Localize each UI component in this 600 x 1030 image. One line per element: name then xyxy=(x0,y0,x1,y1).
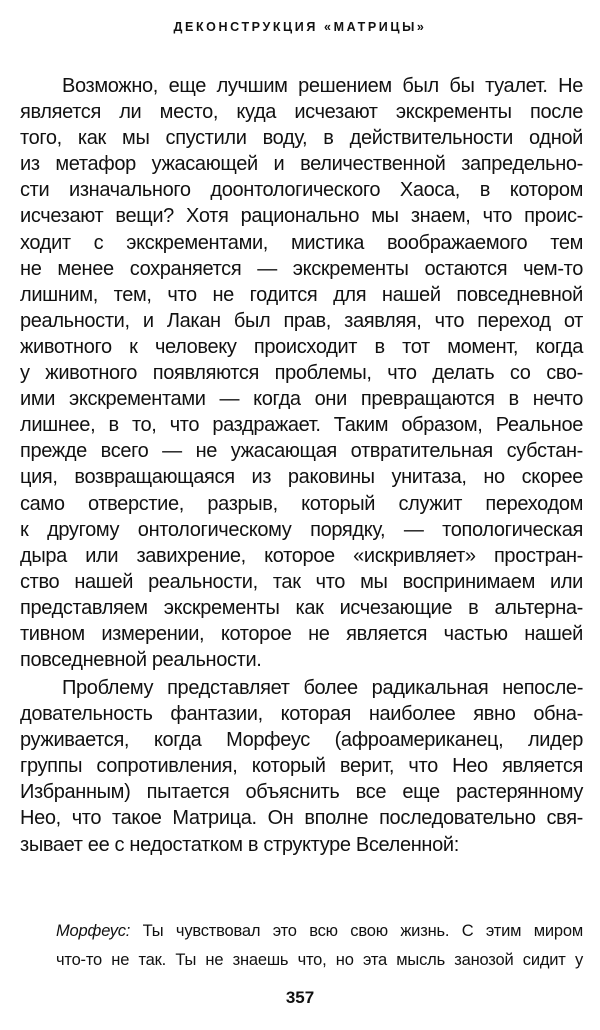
text-line: сти изначального доонтологического Хаоса, в котором xyxy=(20,179,583,202)
text-line: само отверстие, разрыв, который служит переходом xyxy=(20,492,583,515)
text-line: не менее сохраняется — экскременты остаются чем-то xyxy=(20,257,583,280)
text-line: лишнее, в то, что раздражает. Таким образом, Реальное xyxy=(20,414,583,437)
text-line: животного к человеку происходит в тот момент, когда xyxy=(20,335,583,358)
text-line: из метафор ужасающей и величественной запредельно- xyxy=(20,153,583,176)
text-line: ция, возвращающаяся из раковины унитаза, но скорее xyxy=(20,466,583,489)
quote-text: Ты чувствовал это всю свою жизнь. С этим миром xyxy=(142,922,583,940)
text-line: Проблему представляет более радикальная непосле- xyxy=(62,677,583,699)
paragraph-2 xyxy=(20,675,583,858)
text-line: является ли место, куда исчезают экскременты после xyxy=(20,101,583,124)
text-line: реальности, и Лакан был прав, заявляя, что переход от xyxy=(20,309,583,332)
text-line: довательность фантазии, которая наиболее явно обна- xyxy=(20,703,583,726)
quote-line xyxy=(56,917,583,946)
text-line: Нео, что такое Матрица. Он вполне последовательно свя- xyxy=(20,807,583,830)
text-line: руживается, когда Морфеус (афроамериканец, лидер xyxy=(20,729,583,752)
text-line: ходит с экскрементами, мистика воображаемого тем xyxy=(20,231,583,254)
text-line: представляем экскременты как исчезающие в альтерна- xyxy=(20,596,583,619)
text-line: прежде всего — не ужасающая отвратительная субстан- xyxy=(20,440,583,463)
text-line: тивном измерении, которое не является частью нашей xyxy=(20,622,583,645)
text-line: зывает ее с недостатком в структуре Вселенной: xyxy=(20,833,459,856)
dialogue-quote xyxy=(56,917,583,975)
paragraph-1 xyxy=(20,73,583,673)
text-line: ство нашей реальности, так что мы воспринимаем или xyxy=(20,570,583,593)
text-line: Избранным) пытается объяснить все еще растерянному xyxy=(20,781,583,804)
text-line: ими экскрементами — когда они превращаются в нечто xyxy=(20,388,583,411)
speaker-name: Морфеус: xyxy=(56,922,131,940)
text-line: повседневной реальности. xyxy=(20,649,262,672)
text-line: к другому онтологическому порядку, — топологическая xyxy=(20,518,583,541)
text-line: лишним, тем, что не годится для нашей повседневной xyxy=(20,283,583,306)
text-line: группы сопротивления, который верит, что Нео является xyxy=(20,755,583,778)
text-line: Возможно, еще лучшим решением был бы туалет. Не xyxy=(62,75,583,97)
text-line: того, как мы спустили воду, в действительности одной xyxy=(20,127,583,150)
text-line: дыра или завихрение, которое «искривляет» простран- xyxy=(20,544,583,567)
text-line: у животного появляются проблемы, что делать со сво- xyxy=(20,362,583,385)
quote-line: что-то не так. Ты не знаешь что, но эта мысль занозой сидит у xyxy=(56,951,583,969)
text-line: исчезают вещи? Хотя рационально мы знаем, что проис- xyxy=(20,205,583,228)
running-head: ДЕКОНСТРУКЦИЯ «МАТРИЦЫ» xyxy=(173,20,427,34)
page-number: 357 xyxy=(285,988,315,1007)
